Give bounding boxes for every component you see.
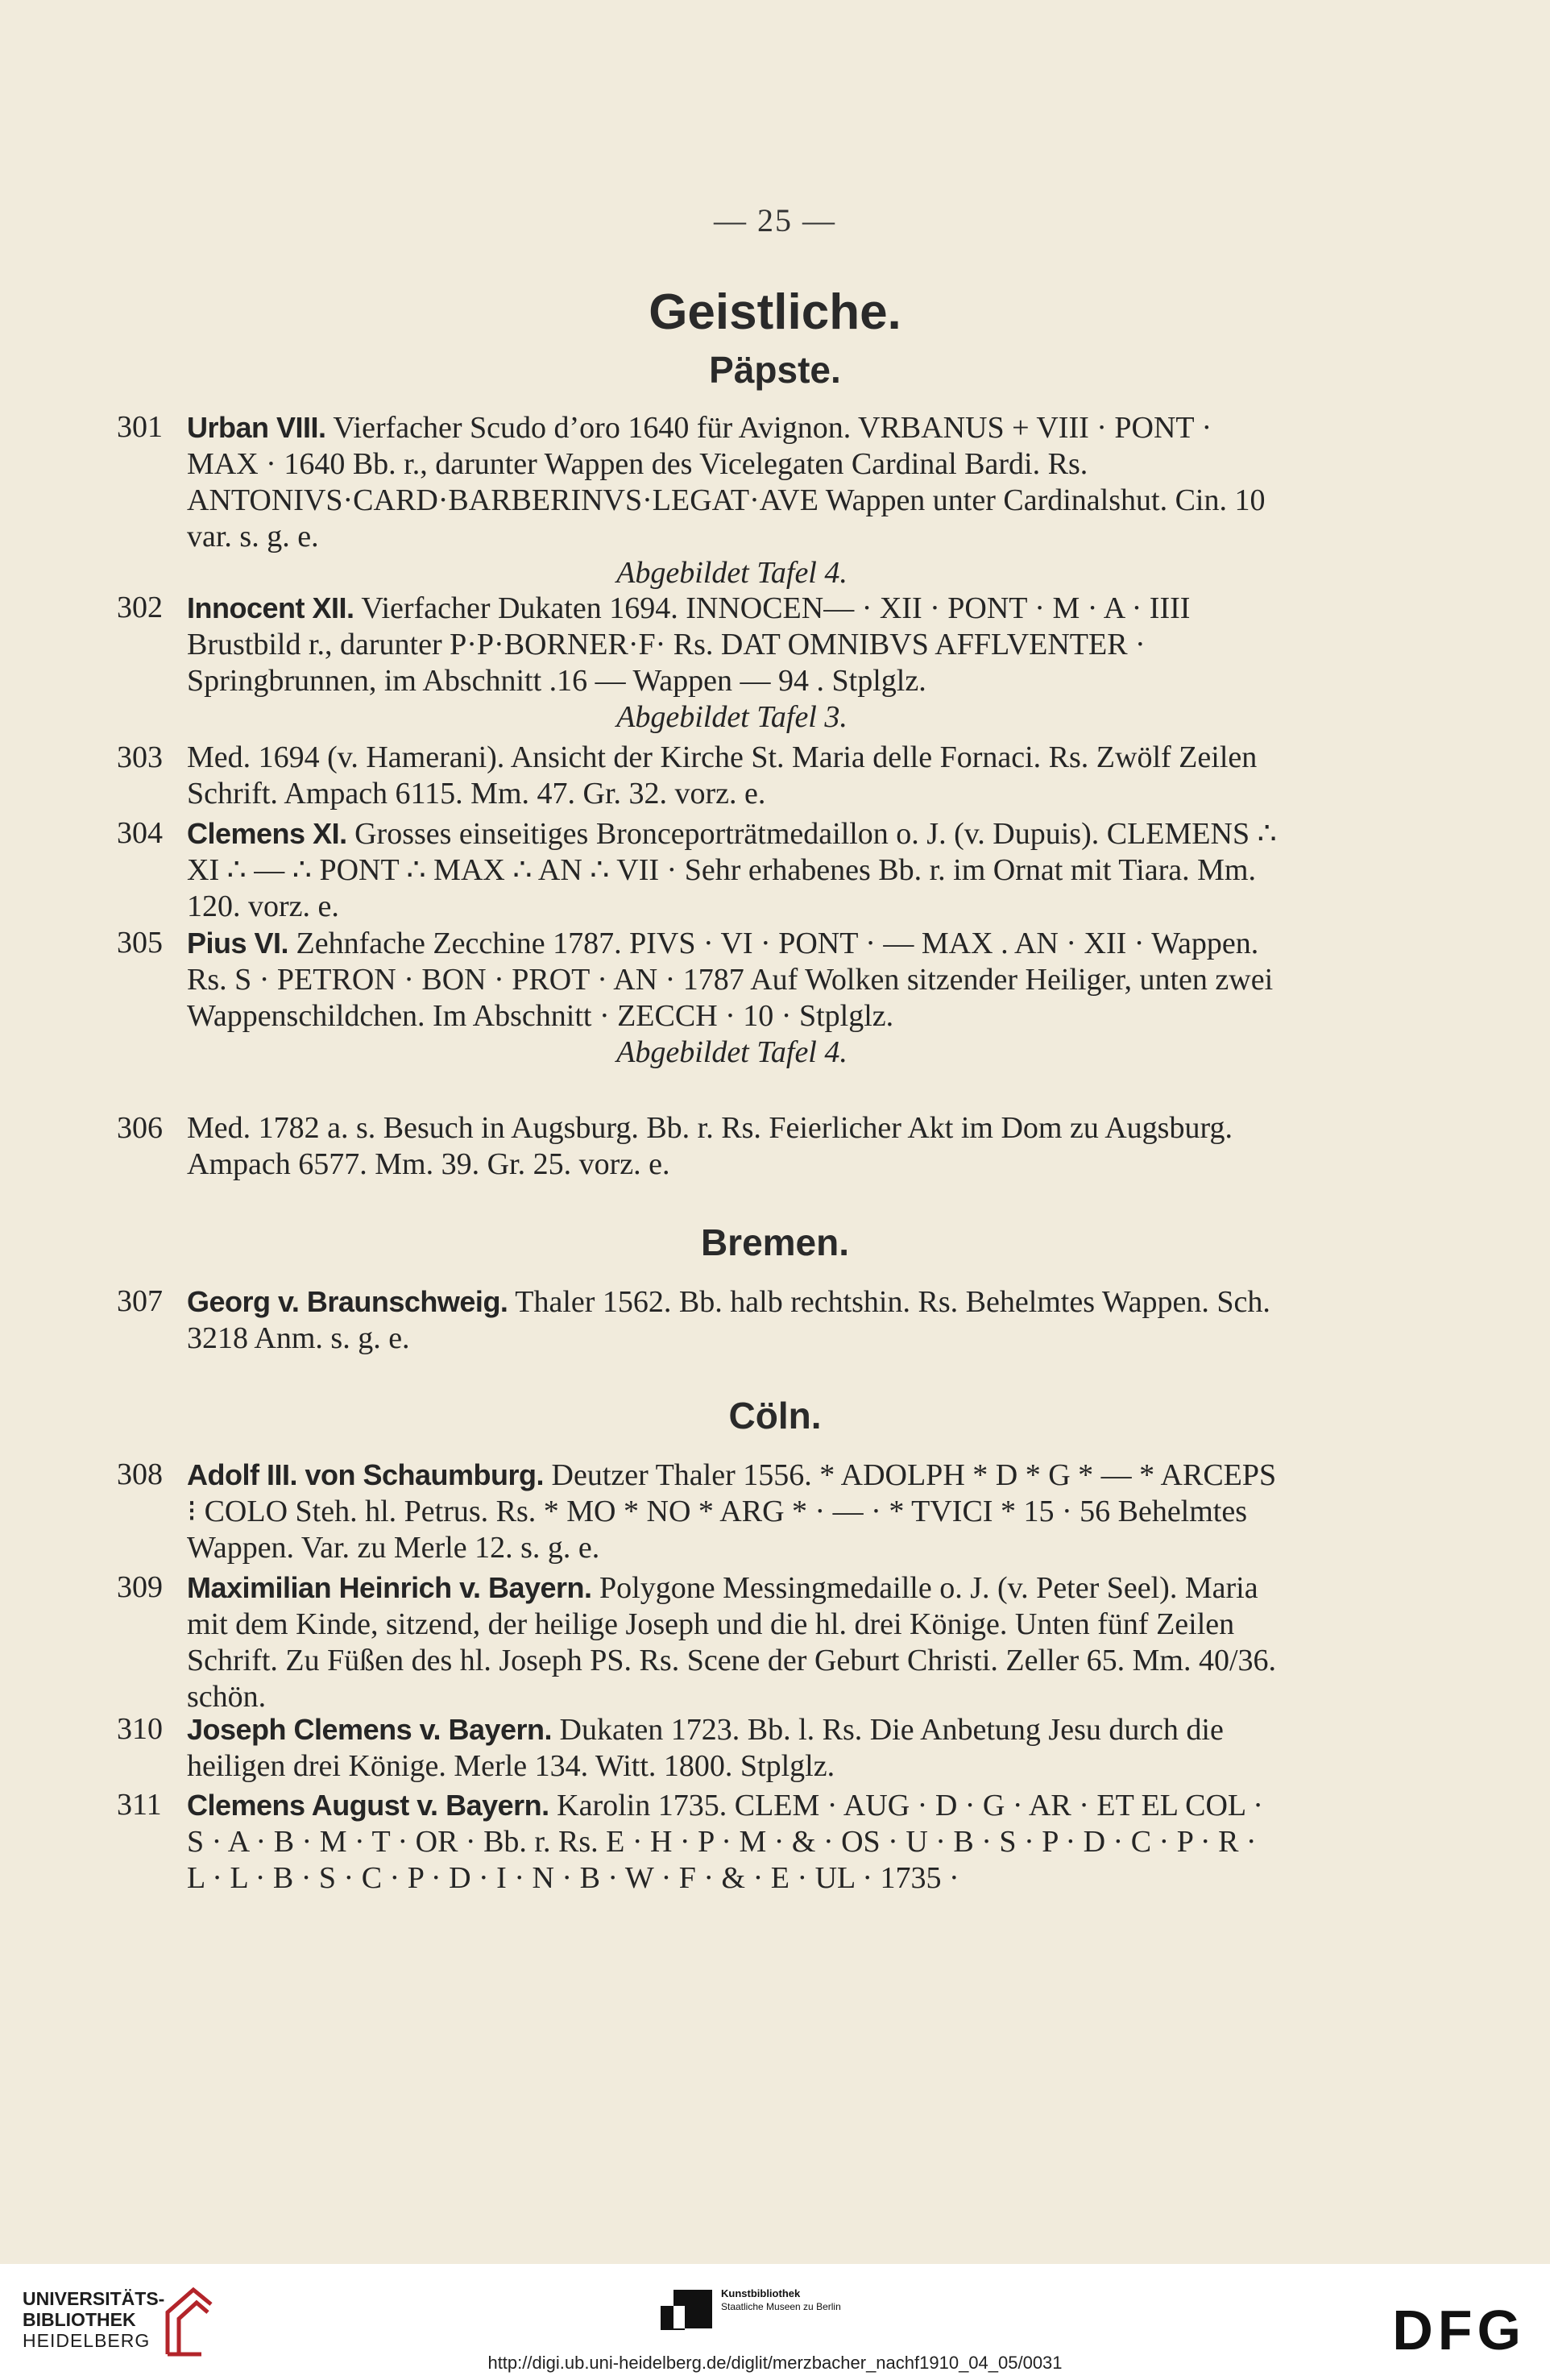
- entry-303: [117, 740, 1277, 812]
- entry-309: [117, 1569, 1277, 1715]
- entry-caption: Abgebildet Tafel 3.: [616, 700, 848, 734]
- entry-name: Urban VIII.: [187, 411, 326, 444]
- entry-number: 305: [117, 926, 163, 960]
- entry-name: Pius VI.: [187, 927, 289, 960]
- entry-number: 301: [117, 410, 163, 444]
- ub-label-line3: HEIDELBERG: [23, 2330, 151, 2351]
- entry-311: [117, 1787, 1277, 1897]
- entry-name: Joseph Clemens v. Bayern.: [187, 1713, 553, 1746]
- entry-number: 311: [117, 1788, 162, 1822]
- entry-caption: Abgebildet Tafel 4.: [616, 1035, 848, 1069]
- kunstbibliothek-label: [721, 2287, 841, 2314]
- ub-label-line2: BIBLIOTHEK: [23, 2309, 136, 2330]
- entry-number: 308: [117, 1457, 163, 1491]
- entry-text: Polygone Messingmedaille o. J. (v. Peter Seel). Maria mit dem Kinde, sitzend, der heilige Joseph und die hl. drei Könige. Unten fünf Zeilen Schrift. Zu Füßen des hl. Joseph PS. Rs. Scene der Geburt Christi. Zeller 65. Mm. 40/36. schön.: [187, 1571, 1277, 1714]
- kb-label-line2: Staatliche Museen zu Berlin: [721, 2301, 841, 2312]
- entry-number: 304: [117, 816, 163, 850]
- entry-name: Innocent XII.: [187, 591, 354, 624]
- entry-caption: Abgebildet Tafel 4.: [616, 556, 848, 590]
- entry-302: [117, 590, 1277, 736]
- entry-name: Adolf III. von Schaumburg.: [187, 1458, 545, 1491]
- entry-text: Zehnfache Zecchine 1787. PIVS · VI · PONT · — MAX . AN · XII · Wappen. Rs. S · PETRON · BON · PROT · AN · 1787 Auf Wolken sitzender Heiliger, unten zwei Wappenschildchen. Im Abschnitt · ZECCH · 10 · Stplglz.: [187, 927, 1274, 1033]
- section-heading-paepste: Päpste.: [709, 349, 841, 391]
- entry-name: Georg v. Braunschweig.: [187, 1285, 508, 1318]
- section-heading-coeln: Cöln.: [728, 1395, 822, 1437]
- entry-307: [117, 1283, 1277, 1357]
- entry-text: Med. 1782 a. s. Besuch in Augsburg. Bb. r. Rs. Feierlicher Akt im Dom zu Augsburg. Ampach 6577. Mm. 39. Gr. 25. vorz. e.: [187, 1111, 1233, 1181]
- entry-text: Med. 1694 (v. Hamerani). Ansicht der Kirche St. Maria delle Fornaci. Rs. Zwölf Zeilen Schrift. Ampach 6115. Mm. 47. Gr. 32. vorz. e.: [187, 740, 1258, 811]
- entry-305: [117, 925, 1277, 1071]
- dfg-logo[interactable]: DFG: [1392, 2299, 1526, 2361]
- entry-310: [117, 1711, 1277, 1785]
- entry-text: Deutzer Thaler 1556. * ADOLPH * D * G * — * ARCEPS ⁝ COLO Steh. hl. Petrus. Rs. * MO * NO * ARG * · — · * TVICI * 15 · 56 Behelmtes Wappen. Var. zu Merle 12. s. g. e.: [187, 1458, 1277, 1565]
- entry-name: Clemens August v. Bayern.: [187, 1789, 549, 1822]
- entry-304: [117, 815, 1277, 925]
- entry-text: Karolin 1735. CLEM · AUG · D · G · AR · ET EL COL · S · A · B · M · T · OR · Bb. r. Rs. E · H · P · M · & · OS · U · B · S · P · D · C · P · R · L · L · B · S · C · P · D · I · N · B · W · F · & · E · UL · 1735 ·: [187, 1789, 1263, 1895]
- viewer-footer: [0, 2264, 1550, 2380]
- entry-number: 302: [117, 591, 163, 624]
- section-heading-bremen: Bremen.: [700, 1221, 850, 1263]
- entry-number: 307: [117, 1284, 163, 1318]
- entry-number: 306: [117, 1111, 163, 1145]
- kunstbibliothek-logo-icon[interactable]: [659, 2287, 714, 2341]
- entry-text: Vierfacher Dukaten 1694. INNOCEN— · XII · PONT · M · A · IIII Brustbild r., darunter P·P·BORNER·F· Rs. DAT OMNIBVS AFFLVENTER · Springbrunnen, im Abschnitt .16 — Wappen — 94 . Stplglz.: [187, 591, 1191, 698]
- entry-number: 309: [117, 1570, 163, 1604]
- ub-logo-icon[interactable]: [161, 2280, 218, 2361]
- entry-name: Maximilian Heinrich v. Bayern.: [187, 1571, 592, 1604]
- entry-number: 303: [117, 740, 163, 774]
- entry-name: Clemens XI.: [187, 817, 347, 850]
- entry-308: [117, 1457, 1277, 1566]
- entry-text: Grosses einseitiges Bronceporträtmedaillon o. J. (v. Dupuis). CLEMENS ∴ XI ∴ — ∴ PONT ∴ MAX ∴ AN ∴ VII · Sehr erhabenes Bb. r. im Ornat mit Tiara. Mm. 120. vorz. e.: [187, 817, 1277, 923]
- ub-heidelberg-label[interactable]: [23, 2288, 164, 2351]
- kb-label-line1: Kunstbibliothek: [721, 2287, 801, 2299]
- entry-306: [117, 1110, 1277, 1183]
- entry-number: 310: [117, 1712, 163, 1746]
- ub-label-line1: UNIVERSITÄTS-: [23, 2288, 165, 2309]
- entry-text: Dukaten 1723. Bb. l. Rs. Die Anbetung Jesu durch die heiligen drei Könige. Merle 134. Witt. 1800. Stplglz.: [187, 1713, 1224, 1783]
- page-number: — 25 —: [714, 202, 836, 238]
- permalink-url[interactable]: http://digi.ub.uni-heidelberg.de/diglit/merzbacher_nachf1910_04_05/0031: [487, 2353, 1063, 2373]
- entry-text: Thaler 1562. Bb. halb rechtshin. Rs. Behelmtes Wappen. Sch. 3218 Anm. s. g. e.: [187, 1285, 1270, 1355]
- entry-text: Vierfacher Scudo d’oro 1640 für Avignon. VRBANUS + VIII · PONT · MAX · 1640 Bb. r., darunter Wappen des Vicelegaten Cardinal Bardi. Rs. ANTONIVS·CARD·BARBERINVS·LEGAT·AVE Wappen unter Cardinalshut. Cin. 10 var. s. g. e.: [187, 411, 1266, 554]
- page-title: Geistliche.: [649, 284, 901, 340]
- entry-301: [117, 409, 1277, 591]
